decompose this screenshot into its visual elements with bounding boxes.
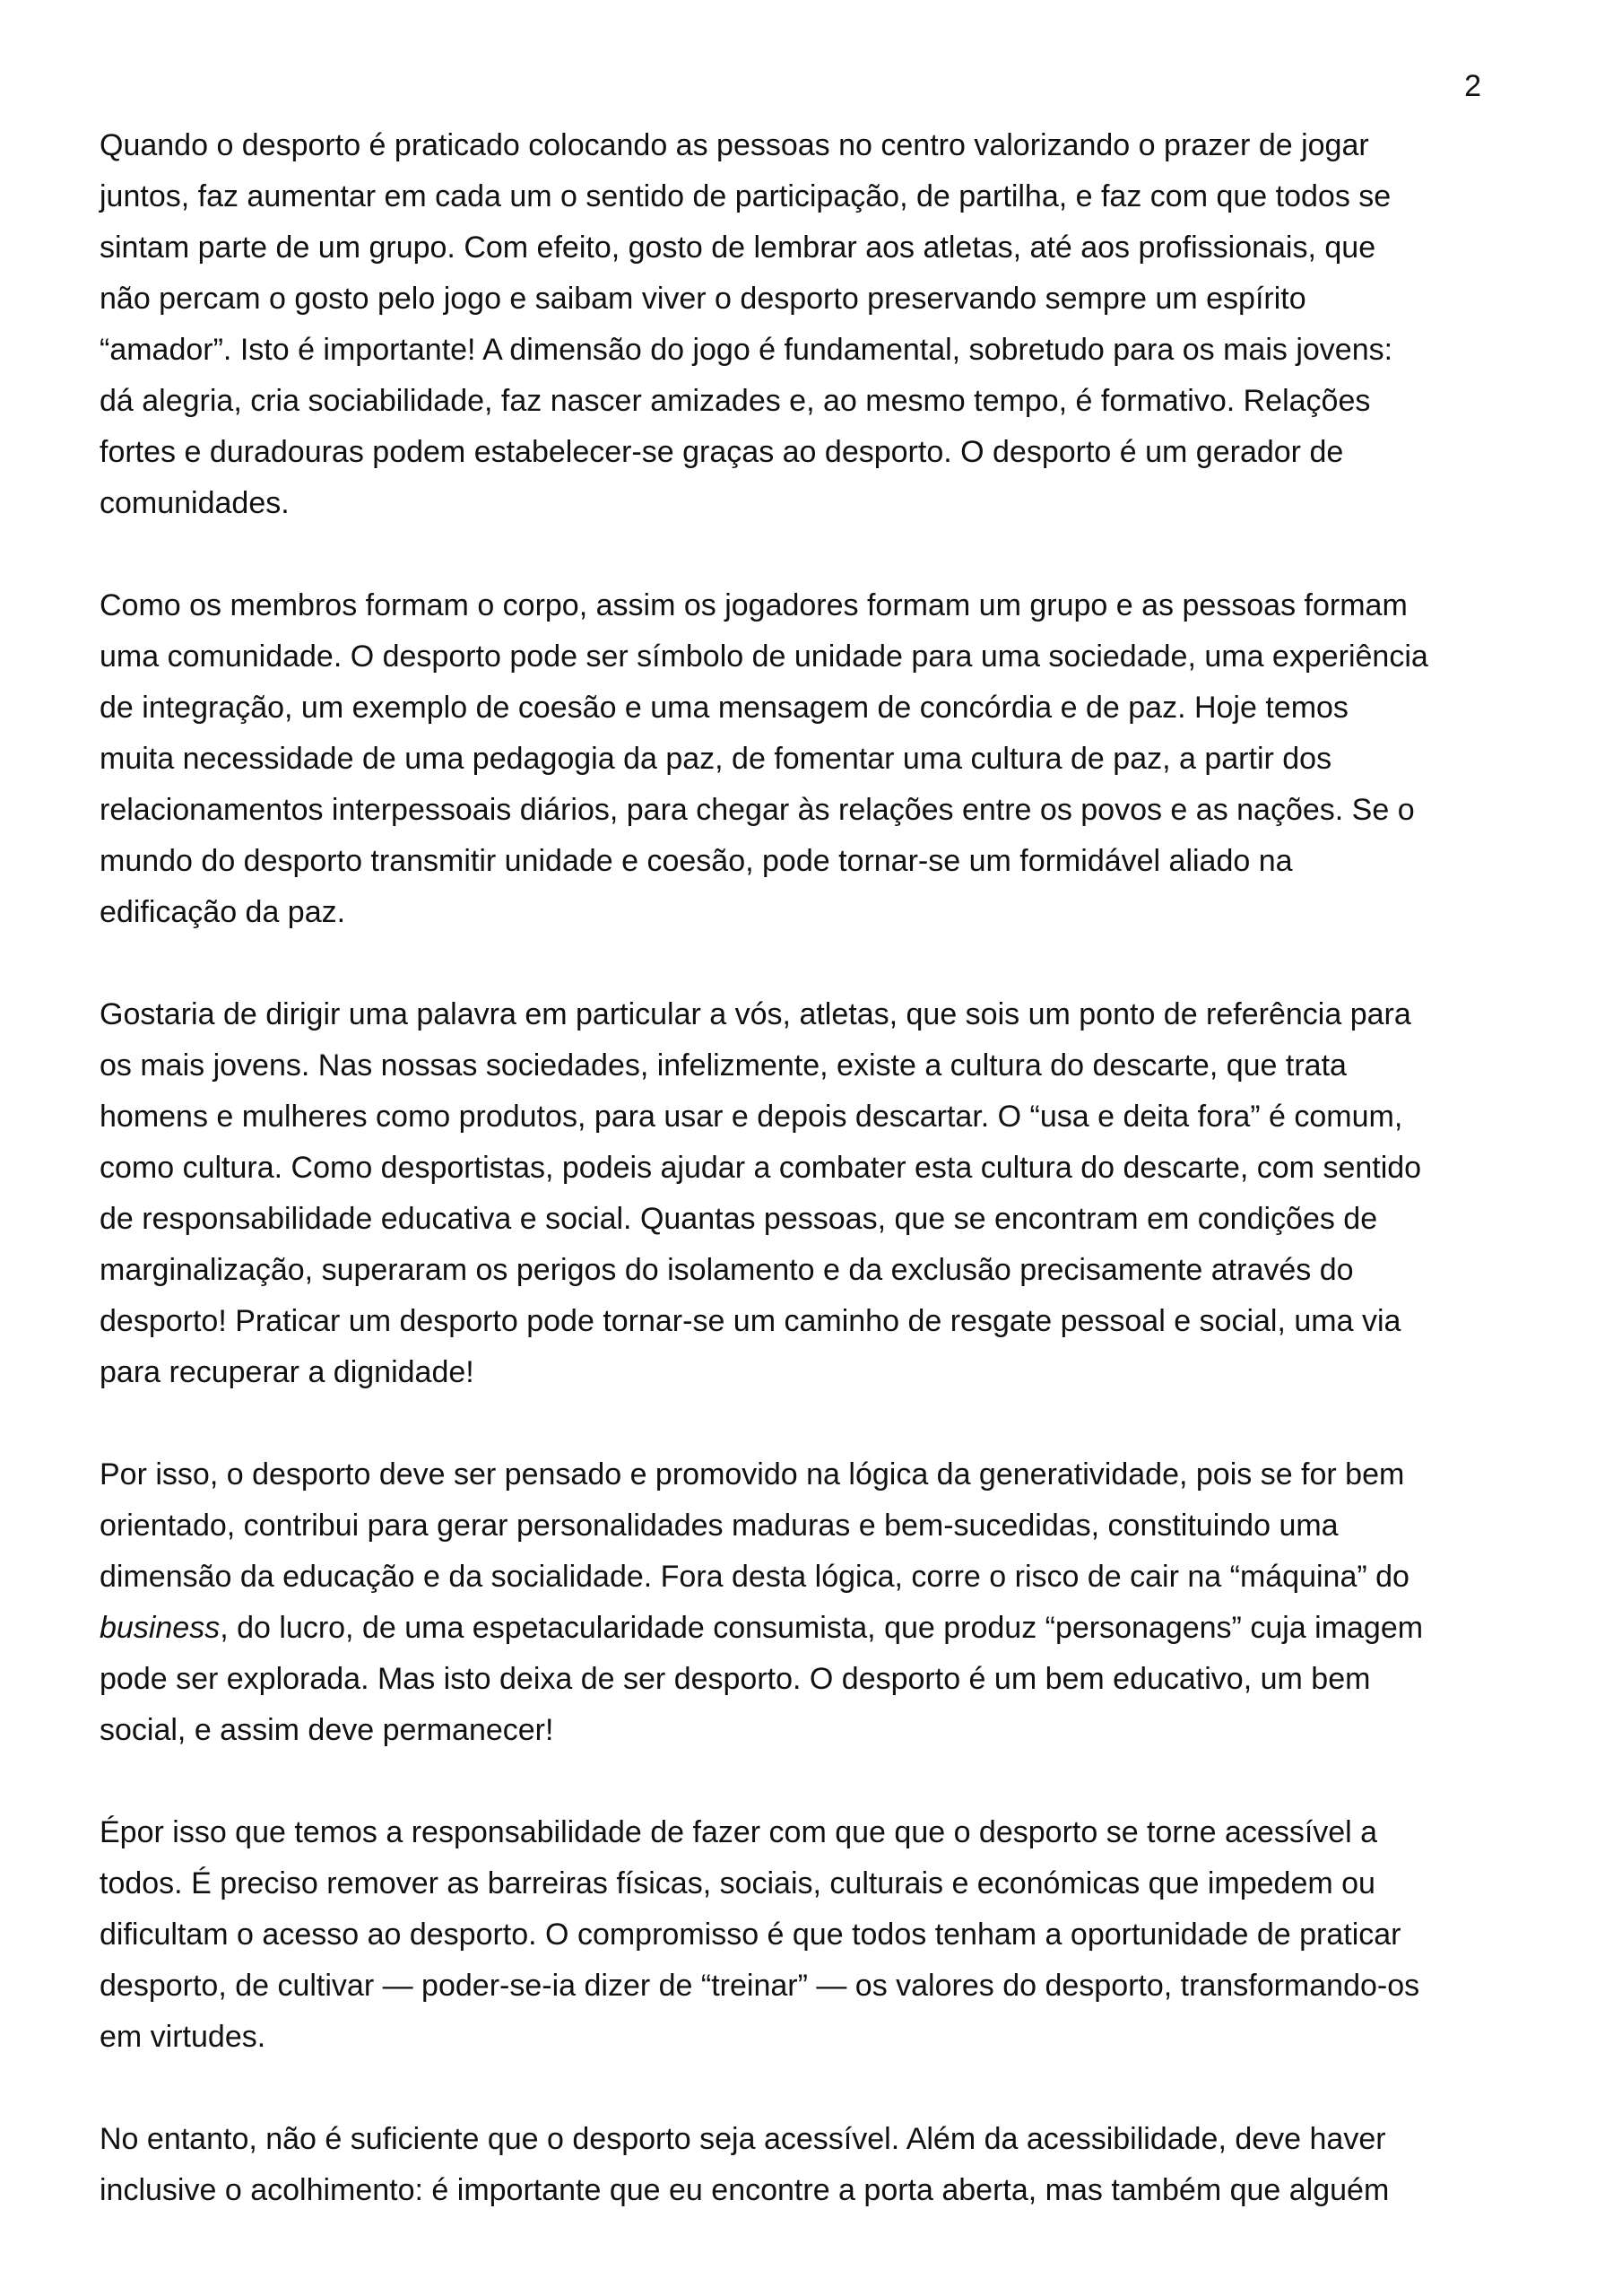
text-line: não percam o gosto pelo jogo e saibam viver o desporto preservando sempre um espírito bbox=[100, 282, 1306, 316]
paragraph-5 bbox=[100, 1807, 1543, 2063]
paragraph-2 bbox=[100, 580, 1543, 938]
text-line: mundo do desporto transmitir unidade e coesão, pode tornar-se um formidável aliado na bbox=[100, 844, 1293, 878]
text-line: Por isso, o desporto deve ser pensado e promovido na lógica da generatividade, pois se for bem bbox=[100, 1457, 1405, 1492]
text-line: sintam parte de um grupo. Com efeito, gosto de lembrar aos atletas, até aos profissionais, que bbox=[100, 230, 1376, 265]
text-line: de responsabilidade educativa e social. Quantas pessoas, que se encontram em condições de bbox=[100, 1202, 1378, 1236]
page-number: 2 bbox=[1464, 69, 1481, 103]
paragraph-1 bbox=[100, 120, 1543, 529]
text-line: desporto! Praticar um desporto pode tornar-se um caminho de resgate pessoal e social, uma via bbox=[100, 1304, 1401, 1338]
text-line: homens e mulheres como produtos, para usar e depois descartar. O “usa e deita fora” é comum, bbox=[100, 1100, 1403, 1134]
text-line: Épor isso que temos a responsabilidade de fazer com que que o desporto se torne acessível a bbox=[100, 1815, 1378, 1849]
paragraph-3 bbox=[100, 989, 1543, 1398]
text-line: muita necessidade de uma pedagogia da paz, de fomentar uma cultura de paz, a partir dos bbox=[100, 742, 1332, 776]
text-line: orientado, contribui para gerar personalidades maduras e bem-sucedidas, constituindo uma bbox=[100, 1509, 1339, 1543]
text-line: relacionamentos interpessoais diários, para chegar às relações entre os povos e as nações. Se o bbox=[100, 793, 1415, 827]
text-line: para recuperar a dignidade! bbox=[100, 1355, 474, 1389]
text-line: edificação da paz. bbox=[100, 895, 346, 929]
text-line: Gostaria de dirigir uma palavra em particular a vós, atletas, que sois um ponto de referência para bbox=[100, 997, 1411, 1031]
text-line: em virtudes. bbox=[100, 2020, 266, 2054]
text-line: os mais jovens. Nas nossas sociedades, infelizmente, existe a cultura do descarte, que trata bbox=[100, 1048, 1347, 1083]
text-line: No entanto, não é suficiente que o desporto seja acessível. Além da acessibilidade, deve haver bbox=[100, 2122, 1386, 2156]
text-line: dificultam o acesso ao desporto. O compromisso é que todos tenham a oportunidade de praticar bbox=[100, 1918, 1401, 1952]
text-line: dimensão da educação e da socialidade. Fora desta lógica, corre o risco de cair na “máquina” do bbox=[100, 1560, 1409, 1594]
text-line: como cultura. Como desportistas, podeis ajudar a combater esta cultura do descarte, com sentido bbox=[100, 1151, 1422, 1185]
text-line: social, e assim deve permanecer! bbox=[100, 1713, 554, 1747]
text-line: juntos, faz aumentar em cada um o sentido de participação, de partilha, e faz com que todos se bbox=[100, 179, 1392, 213]
text-line: desporto, de cultivar — poder-se-ia dizer de “treinar” — os valores do desporto, transformando-os bbox=[100, 1969, 1420, 2003]
text-line-with-italic bbox=[100, 1603, 1543, 1654]
text-line: inclusive o acolhimento: é importante que eu encontre a porta aberta, mas também que alguém bbox=[100, 2173, 1390, 2207]
paragraph-4 bbox=[100, 1449, 1543, 1756]
text-line: uma comunidade. O desporto pode ser símbolo de unidade para uma sociedade, uma experiência bbox=[100, 639, 1428, 674]
paragraph-6 bbox=[100, 2114, 1543, 2216]
text-line: Quando o desporto é praticado colocando as pessoas no centro valorizando o prazer de jogar bbox=[100, 128, 1369, 162]
text-line: “amador”. Isto é importante! A dimensão do jogo é fundamental, sobretudo para os mais jovens: bbox=[100, 333, 1393, 367]
body-text bbox=[100, 120, 1543, 2267]
italic-word: business bbox=[100, 1611, 221, 1645]
text-line: dá alegria, cria sociabilidade, faz nascer amizades e, ao mesmo tempo, é formativo. Relações bbox=[100, 384, 1371, 418]
text-line: Como os membros formam o corpo, assim os jogadores formam um grupo e as pessoas formam bbox=[100, 588, 1408, 622]
text-line: pode ser explorada. Mas isto deixa de ser desporto. O desporto é um bem educativo, um bem bbox=[100, 1662, 1371, 1696]
text-line: todos. É preciso remover as barreiras físicas, sociais, culturais e económicas que impedem ou bbox=[100, 1866, 1375, 1900]
text-line: comunidades. bbox=[100, 486, 290, 520]
text-line-rest: , do lucro, de uma espetacularidade consumista, que produz “personagens” cuja imagem bbox=[220, 1611, 1424, 1645]
text-line: de integração, um exemplo de coesão e uma mensagem de concórdia e de paz. Hoje temos bbox=[100, 691, 1349, 725]
text-line: marginalização, superaram os perigos do isolamento e da exclusão precisamente através do bbox=[100, 1253, 1354, 1287]
text-line: fortes e duradouras podem estabelecer-se graças ao desporto. O desporto é um gerador de bbox=[100, 435, 1344, 469]
